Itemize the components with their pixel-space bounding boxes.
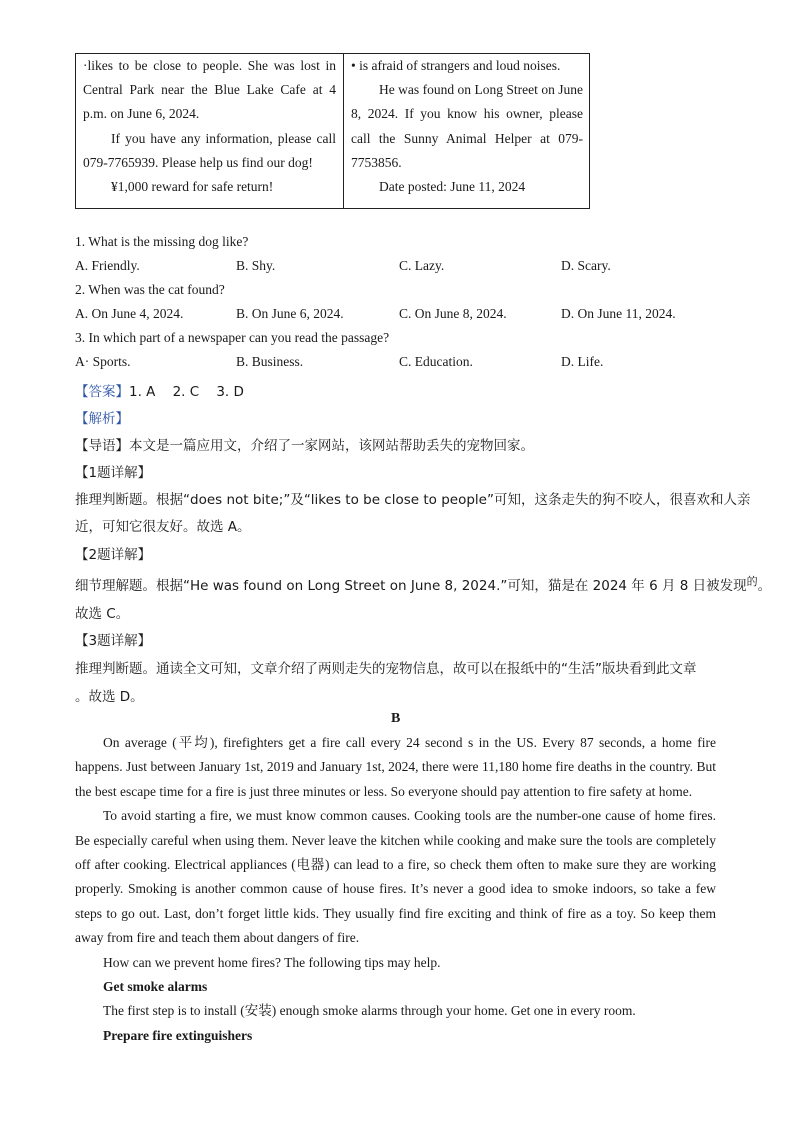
guide-label: 【导语】 [75, 438, 129, 454]
q2-option-d: D. On June 11, 2024. [561, 306, 676, 321]
cat-date-posted: Date posted: June 11, 2024 [379, 179, 526, 195]
lost-dog-notice [83, 54, 336, 199]
table-divider [343, 54, 344, 208]
question-2-stem: 2. When was the cat found? [75, 282, 225, 297]
q1-option-a: A. Friendly. [75, 258, 140, 273]
q1-detail-line1: 推理判断题。根据“does not bite;”及“likes to be close to people”可知，这条走失的狗不咬人，很喜欢和人亲 [75, 492, 751, 508]
q2-detail-line1: 细节理解题。根据“He was found on Long Street on June 8, 2024.”可知，猫是在 2024 年 6 月 8 日被发现 [75, 578, 747, 594]
answer-value: 1. A 2. C 3. D [129, 384, 244, 400]
passage-b-heading: B [391, 711, 401, 726]
q3-detail-label: 【3题详解】 [75, 633, 152, 649]
subheading-smoke-alarms: Get smoke alarms [103, 979, 208, 995]
question-3-stem: 3. In which part of a newspaper can you read the passage? [75, 330, 390, 345]
q2-option-b: B. On June 6, 2024. [236, 306, 344, 321]
cat-description: • is afraid of strangers and loud noises. [351, 58, 561, 73]
q3-option-a: A· Sports. [75, 354, 131, 369]
q3-detail-line2: 。故选 D。 [75, 689, 144, 705]
q1-option-b: B. Shy. [236, 258, 276, 273]
q2-detail-line2: 故选 C。 [75, 606, 130, 622]
question-1-stem: 1. What is the missing dog like? [75, 234, 249, 249]
q2-detail-line1-end: 。 [757, 578, 772, 594]
q1-option-c: C. Lazy. [399, 258, 445, 273]
q1-detail-line2: 近，可知它很友好。故选 A。 [75, 519, 251, 535]
guide-text: 本文是一篇应用文，介绍了一家网站，该网站帮助丢失的宠物回家。 [129, 438, 534, 454]
q2-detail-line1-row [75, 574, 771, 594]
cat-contact: He was found on Long Street on June 8, 2024. If you know his owner, please call the Sunny Animal Helper at 079-7753856. [351, 82, 583, 170]
dog-contact: If you have any information, please call 079-7765939. Please help us find our dog! [83, 130, 336, 170]
answer-line [75, 380, 244, 400]
dog-reward: ¥1,000 reward for safe return! [111, 179, 274, 195]
guide-line [75, 434, 534, 454]
dog-description: ·likes to be close to people. She was lost in Central Park near the Blue Lake Cafe at 4 p.m. on June 6, 2024. [83, 58, 336, 122]
passage-b-paragraph-1: On average (平均), firefighters get a fire call every 24 second s in the US. Every 87 seconds, a home fire happens. Just between January 1st, 2019 and January 1st, 2024, there were 11,180 home fire deaths in the country. But the best escape time for a fire is just three minutes or less. So everyone should pay attention to fire safety at home. [75, 735, 716, 799]
q3-detail-line1: 推理判断题。通读全文可知，文章介绍了两则走失的宠物信息，故可以在报纸中的“生活”版块看到此文章 [75, 661, 697, 677]
found-cat-notice [351, 54, 583, 199]
analysis-label: 【解析】 [75, 411, 129, 427]
passage-b-paragraph-3: How can we prevent home fires? The following tips may help. [103, 954, 441, 970]
subheading-fire-extinguishers: Prepare fire extinguishers [103, 1027, 253, 1043]
q3-option-b: B. Business. [236, 354, 304, 369]
passage-b-body [75, 731, 716, 1048]
q2-detail-sup: 的 [746, 575, 758, 588]
q2-option-a: A. On June 4, 2024. [75, 306, 184, 321]
notice-table [75, 53, 590, 209]
q3-option-c: C. Education. [399, 354, 473, 369]
q3-option-d: D. Life. [561, 354, 604, 369]
q2-option-c: C. On June 8, 2024. [399, 306, 507, 321]
passage-b-paragraph-2: To avoid starting a fire, we must know common causes. Cooking tools are the number-one cause of home fires. Be especially careful when using them. Never leave the kitchen while cooking and make sure the tools are completely off after cooking. Electrical appliances (电器) can lead to a fire, so check them often to make sure they are working properly. Smoking is another common cause of house fires. It’s never a good idea to smoke indoors, so take a few steps to go out. Last, don’t forget little kids. They usually find fire exciting and think of fire as a toy. So keep them away from fire and teach them about dangers of fire. [75, 808, 716, 946]
q2-detail-label: 【2题详解】 [75, 547, 152, 563]
passage-b-paragraph-4: The first step is to install (安装) enough smoke alarms through your home. Get one in every room. [103, 1003, 636, 1019]
q1-option-d: D. Scary. [561, 258, 611, 273]
q1-detail-label: 【1题详解】 [75, 465, 152, 481]
answer-label: 【答案】 [75, 384, 129, 400]
